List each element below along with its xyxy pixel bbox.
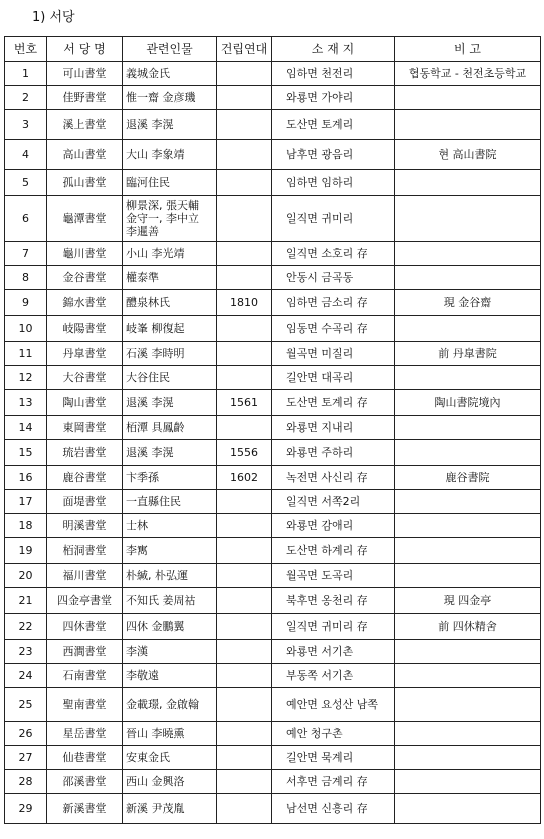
row-note [395, 514, 541, 538]
row-note [395, 266, 541, 290]
row-person: 權泰準 [123, 266, 217, 290]
row-note: 前 丹皐書院 [395, 342, 541, 366]
row-number: 16 [5, 466, 47, 490]
row-location: 예안 청구촌 [272, 722, 395, 746]
table-row [5, 688, 541, 722]
row-person: 一直縣住民 [123, 490, 217, 514]
row-person: 四休 金鵬翼 [123, 614, 217, 640]
row-year [217, 416, 272, 440]
table-row [5, 316, 541, 342]
row-name: 高山書堂 [47, 140, 123, 170]
row-location: 녹전면 사신리 存 [272, 466, 395, 490]
header-number: 번호 [5, 37, 47, 62]
row-person: 退溪 李滉 [123, 390, 217, 416]
row-note [395, 664, 541, 688]
row-name: 栢洞書堂 [47, 538, 123, 564]
row-person: 朴緘, 朴弘運 [123, 564, 217, 588]
row-name: 福川書堂 [47, 564, 123, 588]
row-note: 협동학교 - 천전초등학교 [395, 62, 541, 86]
row-year [217, 342, 272, 366]
row-location: 와룡면 주하리 [272, 440, 395, 466]
header-row [5, 37, 541, 62]
row-year [217, 366, 272, 390]
row-name: 佳野書堂 [47, 86, 123, 110]
row-name: 大谷書堂 [47, 366, 123, 390]
row-year: 1561 [217, 390, 272, 416]
table-row [5, 664, 541, 688]
row-number: 7 [5, 242, 47, 266]
row-location: 월곡면 도곡리 [272, 564, 395, 588]
row-number: 6 [5, 196, 47, 242]
row-number: 17 [5, 490, 47, 514]
row-number: 9 [5, 290, 47, 316]
row-location: 일직면 서쪽2리 [272, 490, 395, 514]
row-note [395, 86, 541, 110]
row-person: 大山 李象靖 [123, 140, 217, 170]
row-year [217, 640, 272, 664]
header-year: 건립연대 [217, 37, 272, 62]
table-row [5, 170, 541, 196]
row-location: 임하면 임하리 [272, 170, 395, 196]
row-number: 18 [5, 514, 47, 538]
row-location: 와룡면 서기촌 [272, 640, 395, 664]
row-person: 大谷住民 [123, 366, 217, 390]
row-note [395, 722, 541, 746]
row-note [395, 316, 541, 342]
row-location: 와룡면 감애리 [272, 514, 395, 538]
row-number: 19 [5, 538, 47, 564]
row-name: 東岡書堂 [47, 416, 123, 440]
row-number: 1 [5, 62, 47, 86]
row-number: 28 [5, 770, 47, 794]
row-number: 29 [5, 794, 47, 824]
row-person: 義城金氏 [123, 62, 217, 86]
row-note [395, 770, 541, 794]
row-number: 11 [5, 342, 47, 366]
row-name: 四休書堂 [47, 614, 123, 640]
row-note [395, 640, 541, 664]
row-year [217, 242, 272, 266]
row-location: 남선면 신흥리 存 [272, 794, 395, 824]
row-year [217, 688, 272, 722]
table-row [5, 290, 541, 316]
row-person: 岐峯 柳復起 [123, 316, 217, 342]
row-name: 琉岩書堂 [47, 440, 123, 466]
row-year [217, 664, 272, 688]
row-note [395, 440, 541, 466]
table-row [5, 266, 541, 290]
row-location: 서후면 금계리 存 [272, 770, 395, 794]
table-row [5, 614, 541, 640]
row-number: 2 [5, 86, 47, 110]
row-year [217, 490, 272, 514]
row-location: 도산면 하계리 存 [272, 538, 395, 564]
table-row [5, 640, 541, 664]
row-note [395, 794, 541, 824]
row-location: 임동면 수곡리 存 [272, 316, 395, 342]
row-note [395, 564, 541, 588]
row-name: 新溪書堂 [47, 794, 123, 824]
row-name: 西澗書堂 [47, 640, 123, 664]
row-number: 25 [5, 688, 47, 722]
row-number: 5 [5, 170, 47, 196]
row-note [395, 366, 541, 390]
header-note: 비 고 [395, 37, 541, 62]
table-row [5, 342, 541, 366]
row-person: 卞季孫 [123, 466, 217, 490]
row-location: 임하면 금소리 存 [272, 290, 395, 316]
seodang-table [4, 36, 541, 824]
row-person: 晉山 李曉熏 [123, 722, 217, 746]
row-year [217, 722, 272, 746]
row-number: 15 [5, 440, 47, 466]
row-number: 4 [5, 140, 47, 170]
table-row [5, 86, 541, 110]
table-row [5, 514, 541, 538]
row-location: 도산면 토계리 存 [272, 390, 395, 416]
row-location: 월곡면 미질리 [272, 342, 395, 366]
row-year: 1556 [217, 440, 272, 466]
row-year [217, 316, 272, 342]
row-name: 可山書堂 [47, 62, 123, 86]
row-note [395, 110, 541, 140]
row-name: 四金亭書堂 [47, 588, 123, 614]
row-location: 길안면 묵계리 [272, 746, 395, 770]
row-note [395, 688, 541, 722]
row-person: 李漢 [123, 640, 217, 664]
row-person: 臨河住民 [123, 170, 217, 196]
row-person: 金載璟, 金啟翰 [123, 688, 217, 722]
header-person: 관련인물 [123, 37, 217, 62]
row-person: 退溪 李滉 [123, 110, 217, 140]
row-number: 27 [5, 746, 47, 770]
row-year [217, 614, 272, 640]
table-row [5, 390, 541, 416]
row-note [395, 196, 541, 242]
row-person: 新溪 尹茂胤 [123, 794, 217, 824]
row-year [217, 514, 272, 538]
row-location: 부동쪽 서기촌 [272, 664, 395, 688]
row-year [217, 140, 272, 170]
row-location: 예안면 요성산 남쪽 [272, 688, 395, 722]
row-year [217, 770, 272, 794]
row-note: 鹿谷書院 [395, 466, 541, 490]
row-note [395, 170, 541, 196]
row-name: 龜潭書堂 [47, 196, 123, 242]
row-year: 1810 [217, 290, 272, 316]
row-person: 柳景深, 張天輔 金守一, 李中立 李暹善 [123, 196, 217, 242]
row-location: 일직면 귀미리 存 [272, 614, 395, 640]
row-name: 孤山書堂 [47, 170, 123, 196]
row-name: 明溪書堂 [47, 514, 123, 538]
row-year [217, 110, 272, 140]
row-location: 남후면 광음리 [272, 140, 395, 170]
table-row [5, 242, 541, 266]
row-number: 26 [5, 722, 47, 746]
row-year [217, 196, 272, 242]
row-note: 現 金谷齋 [395, 290, 541, 316]
table-row [5, 416, 541, 440]
row-name: 仙巷書堂 [47, 746, 123, 770]
row-note [395, 538, 541, 564]
table-row [5, 770, 541, 794]
table-row [5, 366, 541, 390]
table-row [5, 538, 541, 564]
row-number: 13 [5, 390, 47, 416]
table-row [5, 794, 541, 824]
row-number: 8 [5, 266, 47, 290]
row-location: 안동시 금곡동 [272, 266, 395, 290]
row-name: 邵溪書堂 [47, 770, 123, 794]
row-person: 惟一齋 金彦璣 [123, 86, 217, 110]
table-row [5, 722, 541, 746]
header-name: 서 당 명 [47, 37, 123, 62]
row-year [217, 794, 272, 824]
row-year [217, 170, 272, 196]
row-year [217, 538, 272, 564]
row-number: 10 [5, 316, 47, 342]
row-name: 丹皐書堂 [47, 342, 123, 366]
row-number: 20 [5, 564, 47, 588]
header-location: 소 재 지 [272, 37, 395, 62]
row-note: 陶山書院境內 [395, 390, 541, 416]
row-year [217, 564, 272, 588]
row-number: 21 [5, 588, 47, 614]
row-number: 14 [5, 416, 47, 440]
row-person: 李寯 [123, 538, 217, 564]
row-person: 退溪 李滉 [123, 440, 217, 466]
row-person: 醴泉林氏 [123, 290, 217, 316]
table-row [5, 140, 541, 170]
row-year [217, 746, 272, 770]
row-year [217, 86, 272, 110]
row-person: 不知氏 姜周祜 [123, 588, 217, 614]
row-name: 溪上書堂 [47, 110, 123, 140]
row-number: 3 [5, 110, 47, 140]
row-name: 聖南書堂 [47, 688, 123, 722]
row-year [217, 588, 272, 614]
row-person: 栢潭 具鳳齡 [123, 416, 217, 440]
table-row [5, 110, 541, 140]
table-row [5, 564, 541, 588]
row-location: 와룡면 가야리 [272, 86, 395, 110]
row-name: 鹿谷書堂 [47, 466, 123, 490]
row-number: 23 [5, 640, 47, 664]
row-number: 22 [5, 614, 47, 640]
table-row [5, 746, 541, 770]
row-number: 24 [5, 664, 47, 688]
row-name: 面堤書堂 [47, 490, 123, 514]
row-person: 小山 李光靖 [123, 242, 217, 266]
row-name: 星岳書堂 [47, 722, 123, 746]
row-location: 길안면 대곡리 [272, 366, 395, 390]
row-year [217, 62, 272, 86]
row-name: 錦水書堂 [47, 290, 123, 316]
row-note [395, 416, 541, 440]
row-location: 일직면 귀미리 [272, 196, 395, 242]
section-title: 1) 서당 [32, 10, 75, 25]
row-person: 士林 [123, 514, 217, 538]
row-person: 石溪 李時明 [123, 342, 217, 366]
row-year: 1602 [217, 466, 272, 490]
row-year [217, 266, 272, 290]
row-location: 와룡면 지내리 [272, 416, 395, 440]
row-name: 陶山書堂 [47, 390, 123, 416]
row-note [395, 746, 541, 770]
table-row [5, 490, 541, 514]
row-location: 북후면 옹천리 存 [272, 588, 395, 614]
table-row [5, 196, 541, 242]
table-row [5, 466, 541, 490]
row-person: 李敬遠 [123, 664, 217, 688]
row-note: 現 四金亭 [395, 588, 541, 614]
row-location: 임하면 천전리 [272, 62, 395, 86]
row-name: 石南書堂 [47, 664, 123, 688]
table-row [5, 588, 541, 614]
row-location: 일직면 소호리 存 [272, 242, 395, 266]
row-number: 12 [5, 366, 47, 390]
row-name: 岐陽書堂 [47, 316, 123, 342]
row-name: 金谷書堂 [47, 266, 123, 290]
row-person: 西山 金興洛 [123, 770, 217, 794]
table-body [5, 62, 541, 824]
row-note [395, 490, 541, 514]
row-location: 도산면 토계리 [272, 110, 395, 140]
row-name: 龜川書堂 [47, 242, 123, 266]
row-note: 현 高山書院 [395, 140, 541, 170]
table-row [5, 62, 541, 86]
row-note [395, 242, 541, 266]
table-row [5, 440, 541, 466]
row-note: 前 四休精舍 [395, 614, 541, 640]
row-person: 安東金氏 [123, 746, 217, 770]
